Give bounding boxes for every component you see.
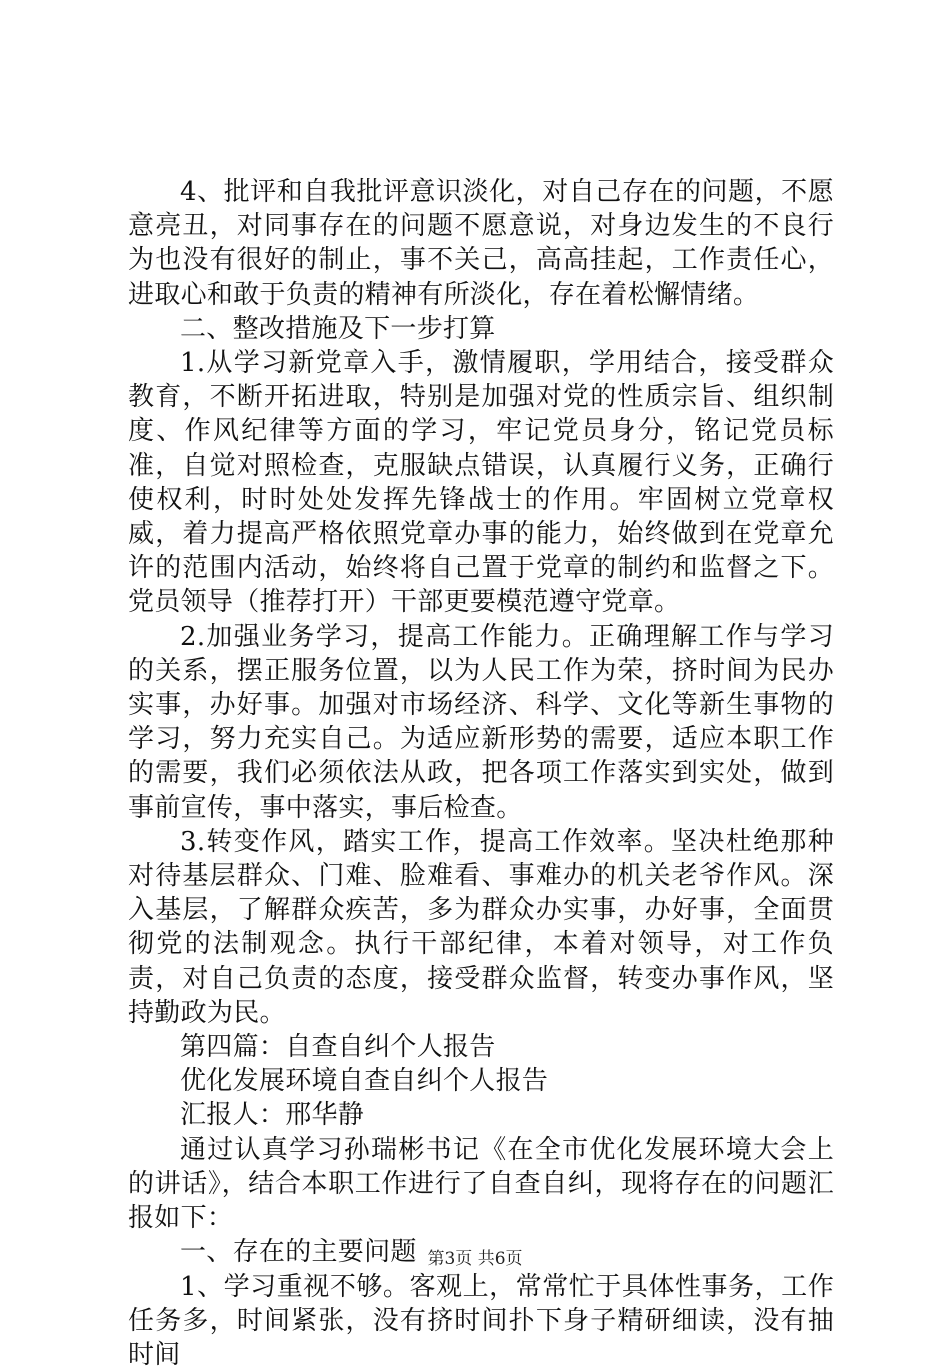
report-title: 优化发展环境自查自纠个人报告 (128, 1064, 834, 1098)
paragraph-self-criticism: 4、批评和自我批评意识淡化，对自己存在的问题，不愿意亮丑，对同事存在的问题不愿意说，对身边发生的不良行为也没有很好的制止，事不关己，高高挂起，工作责任心，进取心和敢于负责的精神有所淡化，存在着松懈情绪。 (128, 175, 834, 312)
section-heading-problems: 一、存在的主要问题 (128, 1235, 834, 1269)
paragraph-introduction: 通过认真学习孙瑞彬书记《在全市优化发展环境大会上的讲话》，结合本职工作进行了自查自纠，现将存在的问题汇报如下： (128, 1133, 834, 1236)
chapter-heading: 第四篇：自查自纠个人报告 (128, 1030, 834, 1064)
paragraph-measure-2: 2.加强业务学习，提高工作能力。正确理解工作与学习的关系，摆正服务位置，以为人民工作为荣，挤时间为民办实事，办好事。加强对市场经济、科学、文化等新生事物的学习，努力充实自己。为适应新形势的需要，适应本职工作的需要，我们必须依法从政，把各项工作落实到实处，做到事前宣传，事中落实，事后检查。 (128, 620, 834, 825)
reporter-line: 汇报人：邢华静 (128, 1098, 834, 1132)
paragraph-measure-3: 3.转变作风，踏实工作，提高工作效率。坚决杜绝那种对待基层群众、门难、脸难看、事难办的机关老爷作风。深入基层，了解群众疾苦，多为群众办实事，办好事，全面贯彻党的法制观念。执行干部纪律，本着对领导，对工作负责，对自己负责的态度，接受群众监督，转变办事作风，坚持勤政为民。 (128, 825, 834, 1030)
paragraph-measure-1: 1.从学习新党章入手，激情履职，学用结合，接受群众教育，不断开拓进取，特别是加强对党的性质宗旨、组织制度、作风纪律等方面的学习，牢记党员身分，铭记党员标准，自觉对照检查，克服缺点错误，认真履行义务，正确行使权利，时时处处发挥先锋战士的作用。牢固树立党章权威，着力提高严格依照党章办事的能力，始终做到在党章允许的范围内活动，始终将自己置于党章的制约和监督之下。党员领导（推荐打开）干部更要模范遵守党章。 (128, 346, 834, 620)
document-body (128, 175, 834, 1372)
page-footer: 第3页 共6页 (0, 1244, 950, 1269)
paragraph-problem-1: 1、学习重视不够。客观上，常常忙于具体性事务，工作任务多，时间紧张，没有挤时间扑下身子精研细读，没有抽时间 (128, 1270, 834, 1372)
section-heading-rectification: 二、整改措施及下一步打算 (128, 312, 834, 346)
